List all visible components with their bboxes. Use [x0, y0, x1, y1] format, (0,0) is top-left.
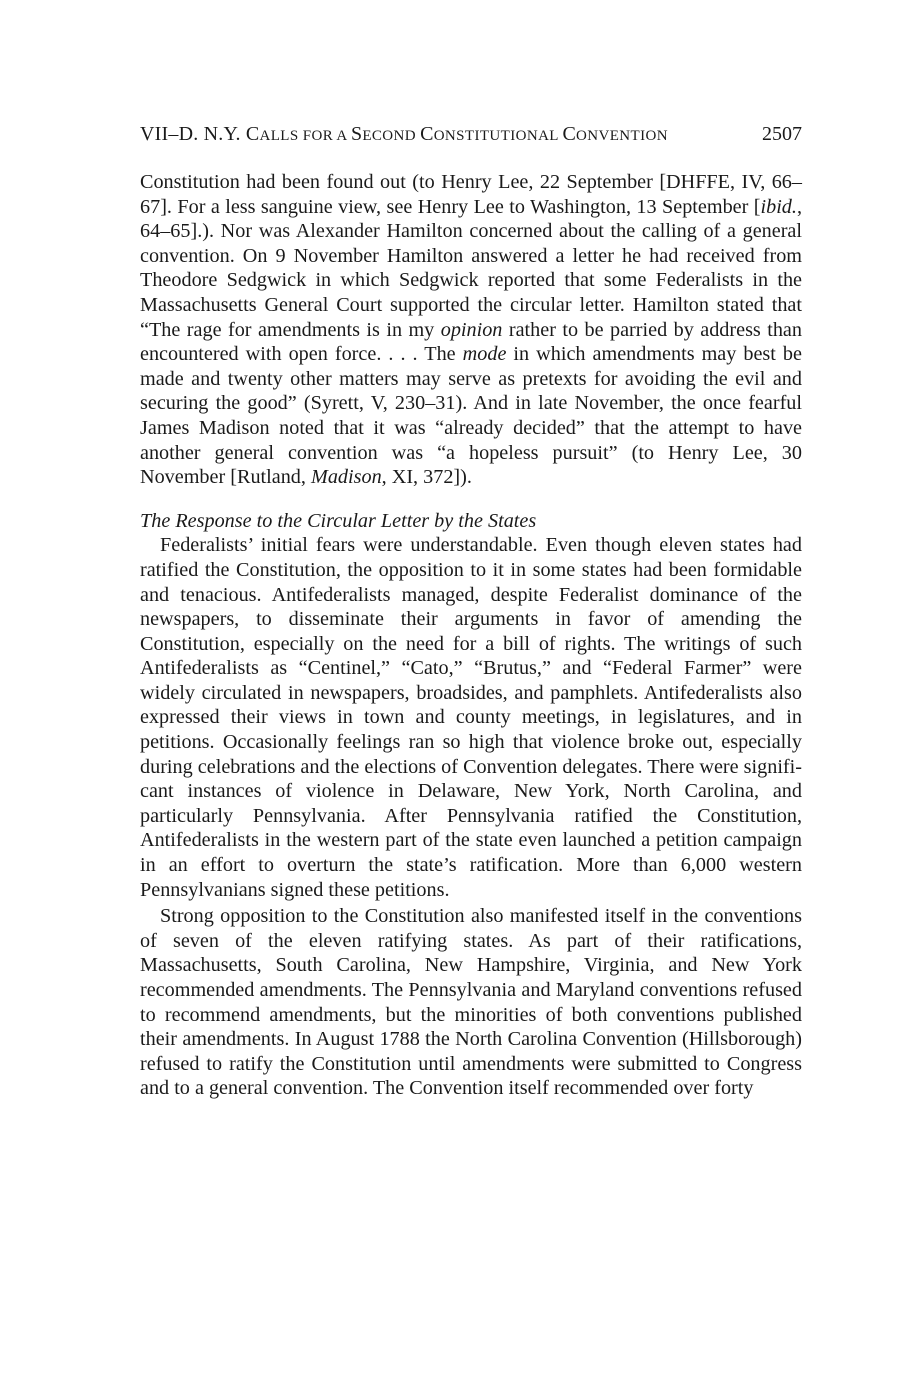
paragraph-italic: opinion	[440, 318, 503, 341]
section-heading: The Response to the Circular Letter by the States	[140, 509, 537, 532]
document-page	[140, 120, 802, 1101]
running-head	[140, 120, 802, 150]
running-head-title-part: C	[420, 123, 434, 145]
paragraph: Federalists’ initial fears were understandable. Even though eleven states had ratified the Constitution, the opposition to it in some states had been formidable and tenacious. Antifederalists managed, despite Federalist dominance of the newspapers, to disseminate their arguments in favor of amending the Constitution, especially on the need for a bill of rights. The writings of such Antifederalists as “Centinel,” “Cato,” “Brutus,” and “Federal Farmer” were widely circulated in newspapers, broadsides, and pamphlets. Antifederalists also expressed their views in town and county meetings, in legislatures, and in petitions. Occasionally feelings ran so high that violence broke out, especially during celebrations and the elections of Convention delegates. There were significant instances of violence in Delaware, New York, North Carolina, and particularly Pennsylvania. After Pennsylvania ratified the Constitution, Antifederalists in the western part of the state even launched a petition campaign in an effort to overturn the state’s ratification. More than 6,000 western Pennsylvanians signed these petitions.	[140, 534, 802, 901]
running-head-title-part: ONVENTION	[576, 128, 668, 144]
paragraph-text: , 64–65].). Nor was Alexander Hamilton concerned about the calling of a general convention. On 9 November Hamilton answered a letter he had received from Theodore Sedgwick in which Sedgwick reported that some Federalists in the Massachusetts General Court supported the circular letter. Hamilton stated that “The rage for amendments is in my	[140, 195, 802, 341]
paragraph-text: Constitution had been found out (to Henry Lee, 22 September [DHFFE, IV, 66–67]. For a less sanguine view, see Henry Lee to Washington, 13 September [	[140, 171, 802, 218]
paragraph-italic: Madison	[311, 466, 382, 489]
paragraph-italic: mode	[462, 343, 507, 366]
paragraph-text: rather to be parried by address than encountered with open force. . . . The	[140, 318, 802, 366]
paragraph-continuation	[140, 170, 802, 490]
paragraph-text: , XI, 372]).	[381, 466, 472, 489]
running-head-title-part: ONSTITUTIONAL	[433, 128, 563, 144]
paragraph: Strong opposition to the Constitution also manifested itself in the conventions of seven of the eleven ratifying states. As part of their ratifications, Massachusetts, South Carolina, New Hampshire, Virginia, and New York recommended amendments. The Pennsylvania and Maryland conventions refused to recommend amendments, but the minorities of both conventions published their amendments. In August 1788 the North Carolina Convention (Hillsborough) refused to ratify the Constitution until amendments were submitted to Congress and to a general convention. The Convention itself recommended over forty	[140, 905, 802, 1100]
paragraph-text: in which amendments may best be made and twenty other matters may serve as pretexts for avoiding the evil and securing the good” (Syrett, V, 230–31). And in late November, the once fearful James Madison noted that it was “already decided” that the attempt to have another general convention was “a hopeless pursuit” (to Henry Lee, 30 November [Rutland,	[140, 343, 802, 489]
running-head-title-part: ECOND	[362, 128, 421, 144]
paragraph-italic: ibid.	[760, 195, 797, 218]
body-text	[140, 170, 802, 1101]
page-number: 2507	[762, 123, 802, 145]
running-head-title-part: S	[350, 123, 363, 145]
running-head-title-part: ALLS FOR A	[259, 128, 351, 144]
running-head-title	[140, 120, 668, 150]
running-head-title-part: C	[562, 123, 577, 145]
running-head-title-part: VII–D. N.Y. C	[140, 123, 260, 145]
